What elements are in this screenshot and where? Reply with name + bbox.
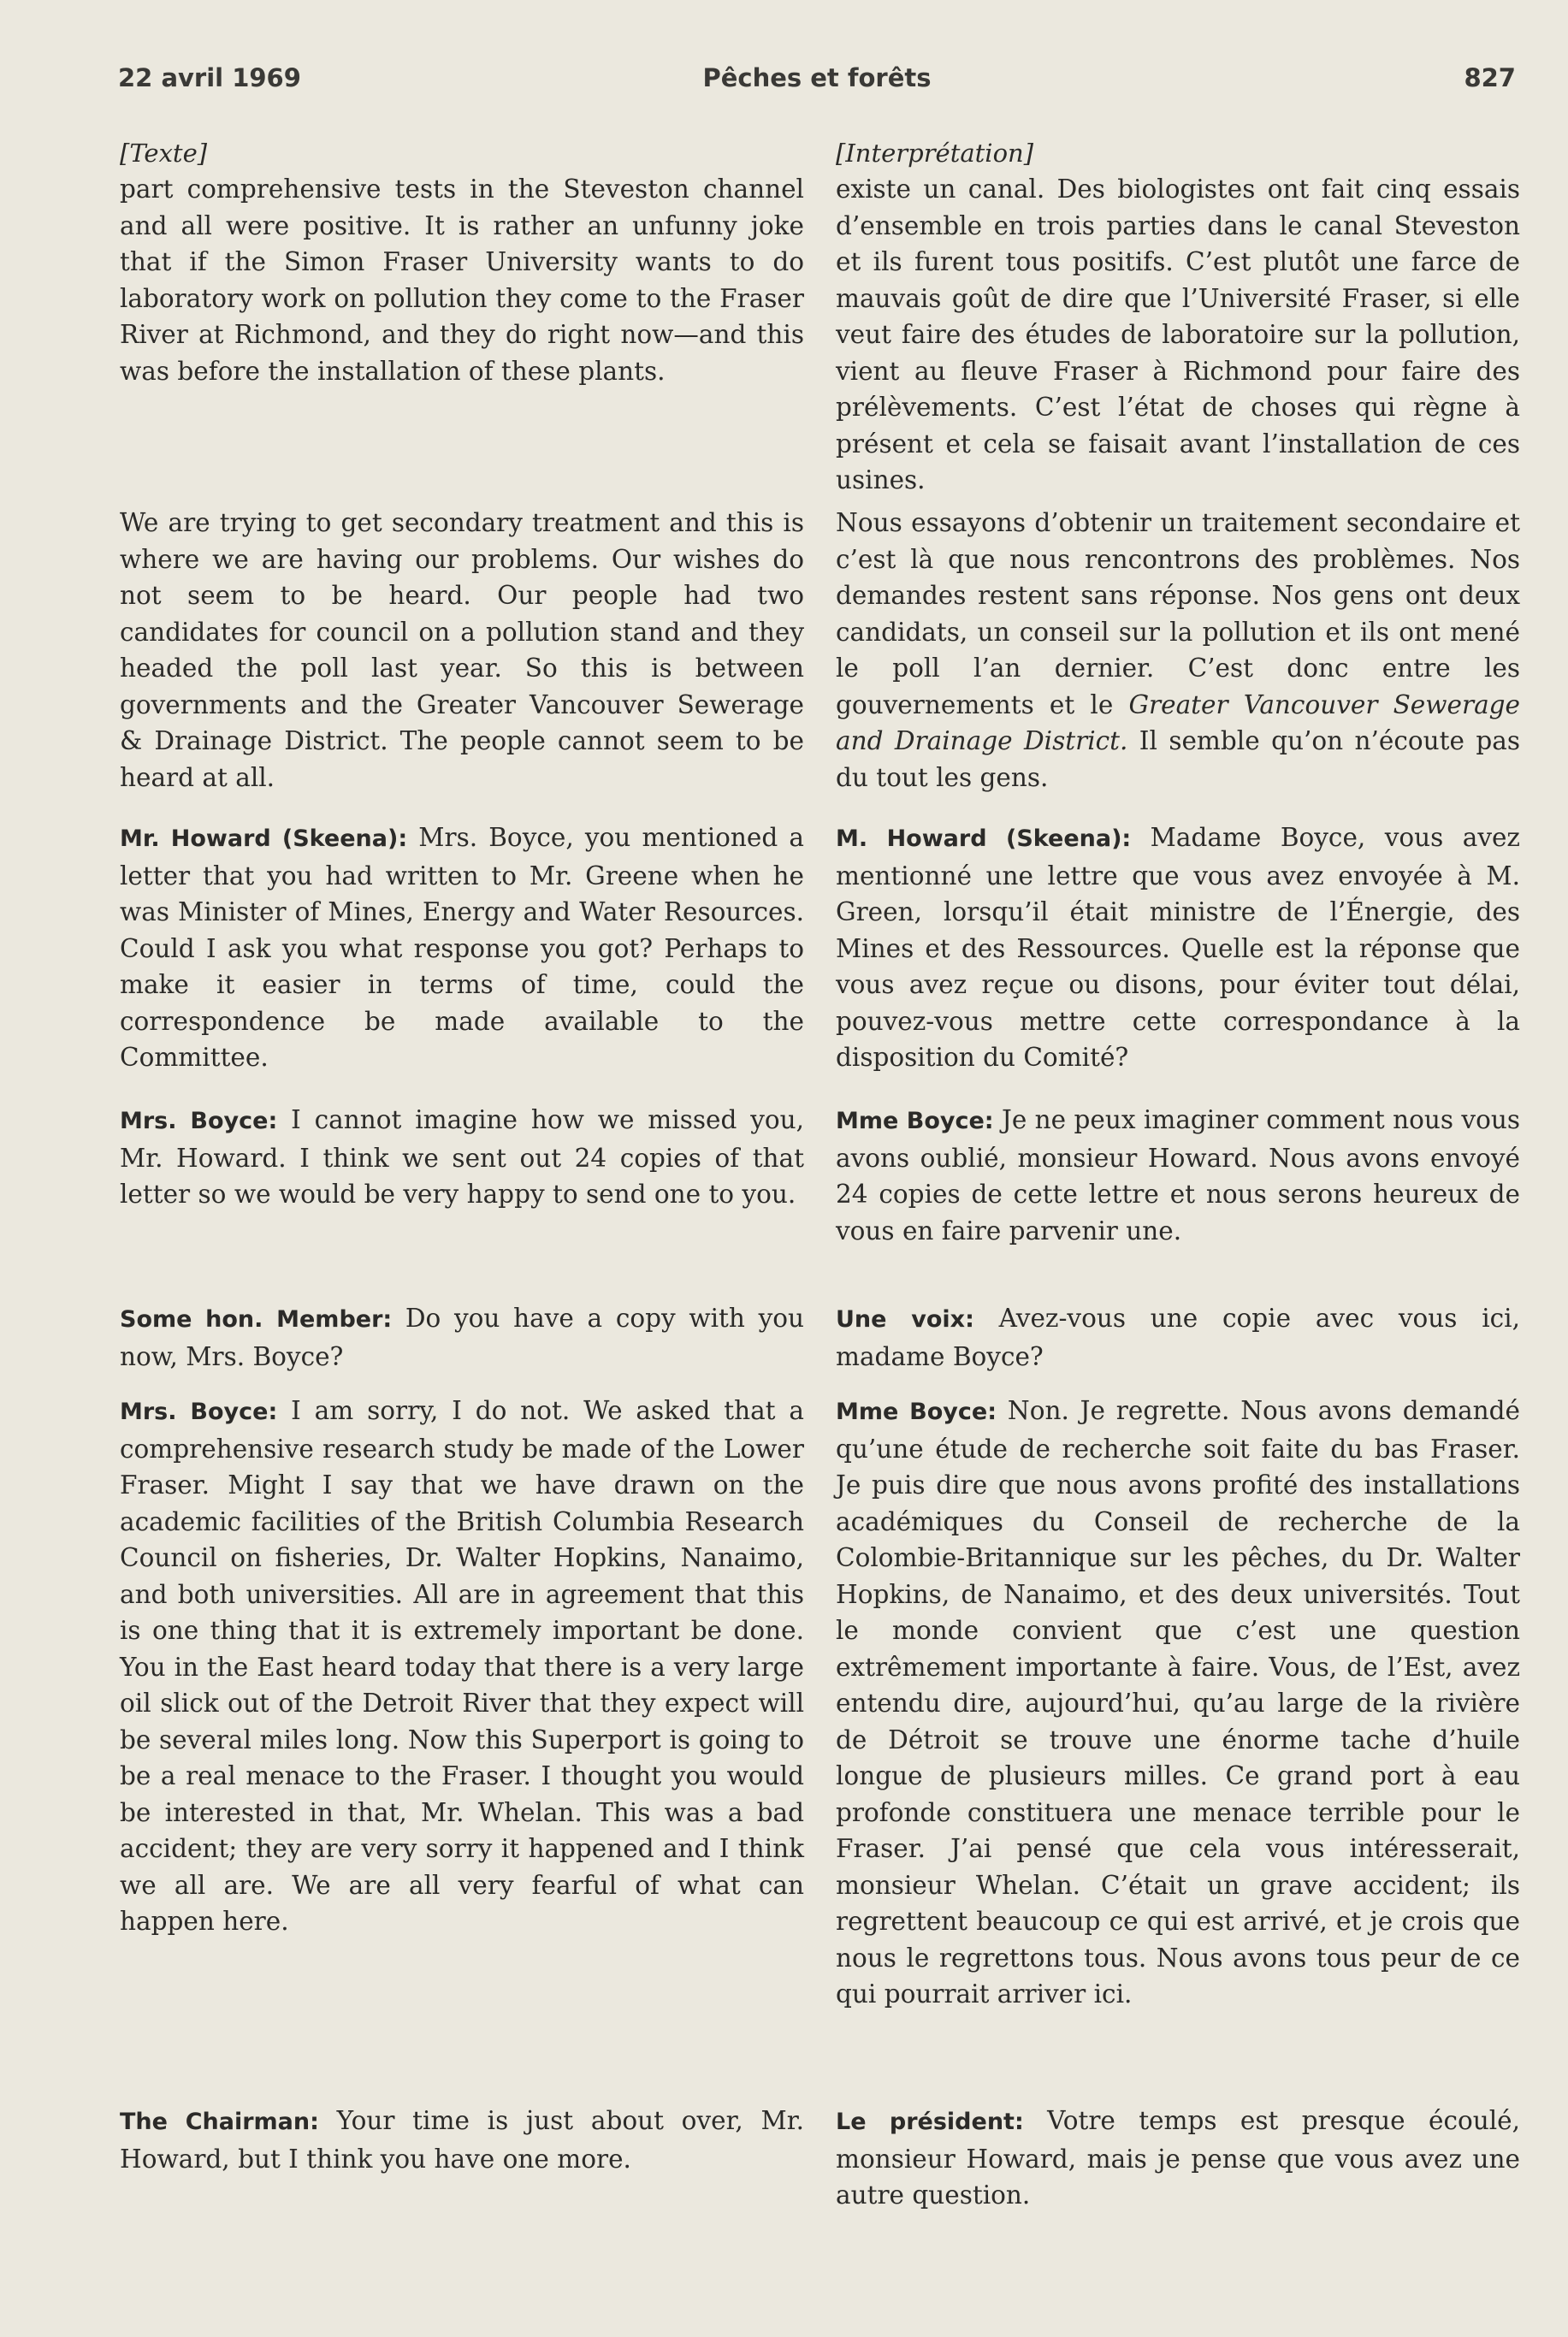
french-paragraph-6 bbox=[836, 1393, 1520, 2013]
speaker-name: Mrs. Boyce: bbox=[120, 1399, 278, 1425]
english-paragraph-2: We are trying to get secondary treatment and this is where we are having our problems. Our wishes do not seem to be heard. Our people had two candidates for council on a pollution stand and they headed the poll last year. So this is between governments and the Greater Vancouver Sewerage & Drainage District. The people cannot seem to be heard at all. bbox=[120, 508, 804, 792]
district-name: Greater Vancouver Sewerage and Drainage District. bbox=[836, 689, 1521, 755]
speech-text: I cannot imagine how we missed you, Mr. Howard. I think we sent out 24 copies of that letter so we would be very happy to send one to you. bbox=[120, 1105, 804, 1209]
french-paragraph-3 bbox=[836, 819, 1520, 1076]
speech-text: Do you have a copy with you now, Mrs. Boyce? bbox=[120, 1304, 805, 1371]
english-paragraph-1: part comprehensive tests in the Steveston channel and all were positive. It is rather an unfunny joke that if the Simon Fraser University wants to do laboratory work on pollution they come to the Fraser River at Richmond, and they do right now—and this was before the installation of these plants. bbox=[120, 175, 804, 386]
french-paragraph-5 bbox=[836, 1300, 1520, 1375]
speech-text: Madame Boyce, vous avez mentionné une lettre que vous avez envoyée à M. Green, lorsqu’il était ministre de l’Énergie, des Mines et des Ressources. Quelle est la réponse que vous avez reçue ou disons, pour éviter tout délai, pouvez-vous mettre cette correspondance à la disposition du Comité? bbox=[836, 823, 1520, 1072]
speech-text: Your time is just about over, Mr. Howard, but I think you have one more. bbox=[120, 2106, 804, 2174]
french-column-label: [Interprétation] bbox=[836, 139, 1034, 168]
speaker-name: Une voix: bbox=[836, 1306, 974, 1333]
speaker-name: M. Howard (Skeena): bbox=[836, 825, 1132, 852]
speaker-name: Mr. Howard (Skeena): bbox=[120, 825, 408, 852]
header-date: 22 avril 1969 bbox=[118, 63, 301, 92]
french-paragraph-2-text: Nous essayons d’obtenir un traitement secondaire et c’est là que nous rencontrons des problèmes. Nos demandes restent sans réponse. Nos gens ont deux candidats, un conseil sur la pollution et ils ont mené le poll l’an dernier. C’est donc entre les gouvernements et le bbox=[836, 508, 1520, 719]
english-paragraph-6 bbox=[120, 1393, 804, 1940]
french-paragraph-7 bbox=[836, 2103, 1520, 2214]
english-paragraph-7 bbox=[120, 2103, 804, 2177]
english-paragraph-3 bbox=[120, 819, 804, 1076]
speaker-name: Le président: bbox=[836, 2109, 1024, 2135]
speaker-name: Some hon. Member: bbox=[120, 1306, 393, 1333]
speech-text: I am sorry, I do not. We asked that a comprehensive research study be made of the Lower Fraser. Might I say that we have drawn on the academic facilities of the British Columbia Research Council on fisheries, Dr. Walter Hopkins, Nanaimo, and both universities. All are in agreement that this is one thing that it is extremely important be done. You in the East heard today that there is a very large oil slick out of the Detroit River that they expect will be several miles long. Now this Superport is going to be a real menace to the Fraser. I thought you would be interested in that, Mr. Whelan. This was a bad accident; they are very sorry it happened and I think we all are. We are all very fearful of what can happen here. bbox=[120, 1396, 804, 1936]
speaker-name: Mme Boyce: bbox=[836, 1399, 997, 1425]
speech-text: Votre temps est presque écoulé, monsieur Howard, mais je pense que vous avez une autre question. bbox=[836, 2106, 1520, 2210]
french-paragraph-1: existe un canal. Des biologistes ont fait cinq essais d’ensemble en trois parties dans le canal Steveston et ils furent tous positifs. C’est plutôt une farce de mauvais goût de dire que l’Université Fraser, si elle veut faire des études de laboratoire sur la pollution, vient au fleuve Fraser à Richmond pour faire des prélèvements. C’est l’état de choses qui règne à présent et cela se faisait avant l’installation de ces usines. bbox=[836, 175, 1520, 494]
french-paragraph-2-end: Il semble qu’on n’écoute pas du tout les gens. bbox=[836, 726, 1520, 792]
speaker-name: Mrs. Boyce: bbox=[120, 1108, 278, 1134]
speech-text: Avez-vous une copie avec vous ici, madame Boyce? bbox=[836, 1304, 1520, 1371]
french-paragraph-2 bbox=[836, 505, 1520, 796]
header-page-number: 827 bbox=[1464, 63, 1516, 92]
header-title: Pêches et forêts bbox=[702, 63, 932, 92]
page-header bbox=[118, 63, 1516, 106]
speech-text: Je ne peux imaginer comment nous vous avons oublié, monsieur Howard. Nous avons envoyé 24 copies de cette lettre et nous serons heureux de vous en faire parvenir une. bbox=[836, 1105, 1520, 1245]
french-paragraph-4 bbox=[836, 1102, 1520, 1249]
speech-text: Mrs. Boyce, you mentioned a letter that you had written to Mr. Greene when he was Minister of Mines, Energy and Water Resources. Could I ask you what response you got? Perhaps to make it easier in terms of time, could the correspondence be made available to the Committee. bbox=[120, 823, 805, 1072]
english-paragraph-4 bbox=[120, 1102, 804, 1213]
speech-text: Non. Je regrette. Nous avons demandé qu’une étude de recherche soit faite du bas Fraser. Je puis dire que nous avons profité des installations académiques du Conseil de recherche de la Colombie-Britannique sur les pêches, du Dr. Walter Hopkins, de Nanaimo, et des deux universités. Tout le monde convient que c’est une question extrêmement importante à faire. Vous, de l’Est, avez entendu dire, aujourd’hui, qu’au large de la rivière de Détroit se trouve une énorme tache d’huile longue de plusieurs milles. Ce grand port à eau profonde constituera une menace terrible pour le Fraser. J’ai pensé que cela vous intéresserait, monsieur Whelan. C’était un grave accident; ils regrettent beaucoup ce qui est arrivé, et je crois que nous le regrettons tous. Nous avons tous peur de ce qui pourrait arriver ici. bbox=[836, 1396, 1520, 2009]
speaker-name: Mme Boyce: bbox=[836, 1108, 994, 1134]
speaker-name: The Chairman: bbox=[120, 2109, 319, 2135]
english-column-label: [Texte] bbox=[120, 139, 208, 168]
english-paragraph-5 bbox=[120, 1300, 804, 1375]
